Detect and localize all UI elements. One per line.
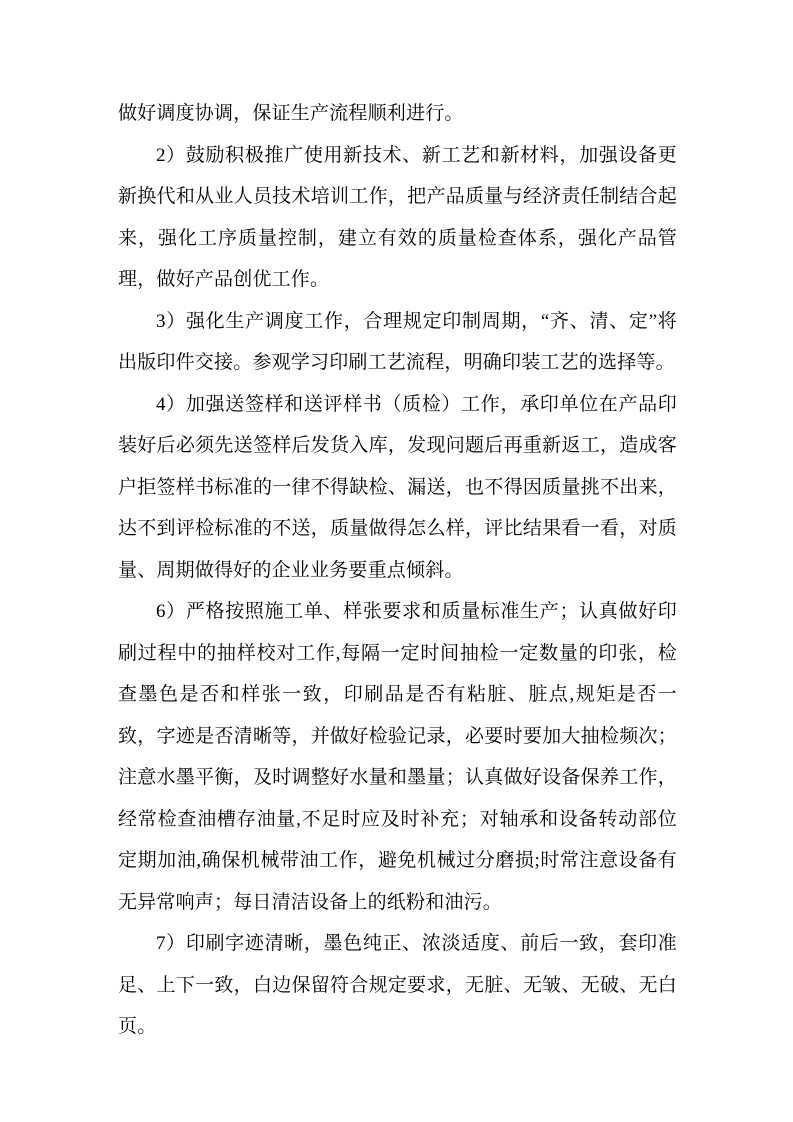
- paragraph: 3）强化生产调度工作，合理规定印制周期，“齐、清、定”将出版印件交接。参观学习印刷工艺流程，明确印装工艺的选择等。: [118, 310, 677, 373]
- document-body: [118, 93, 677, 1048]
- paragraph: 做好调度协调，保证生产流程顺利进行。: [118, 103, 464, 124]
- paragraph: 2）鼓励积极推广使用新技术、新工艺和新材料，加强设备更新换代和从业人员技术培训工作，把产品质量与经济责任制结合起来，强化工序质量控制，建立有效的质量检查体系，强化产品管理，做好产品创优工作。: [118, 144, 677, 290]
- paragraph: 7）印刷字迹清晰，墨色纯正、浓淡适度、前后一致，套印准足、上下一致，白边保留符合规定要求，无脏、无皱、无破、无白页。: [118, 933, 677, 1037]
- paragraph: 6）严格按照施工单、样张要求和质量标准生产；认真做好印刷过程中的抽样校对工作,每隔一定时间抽检一定数量的印张，检查墨色是否和样张一致，印刷品是否有粘脏、脏点,规矩是否一致，字迹是否清晰等，并做好检验记录，必要时要加大抽检频次；注意水墨平衡，及时调整好水量和墨量；认真做好设备保养工作，经常检查油槽存油量,不足时应及时补充；对轴承和设备转动部位定期加油,确保机械带油工作，避免机械过分磨损;时常注意设备有无异常响声；每日清洁设备上的纸粉和油污。: [118, 601, 677, 913]
- paragraph: 4）加强送签样和送评样书（质检）工作，承印单位在产品印装好后必须先送签样后发货入库，发现问题后再重新返工，造成客户拒签样书标准的一律不得缺检、漏送，也不得因质量挑不出来，达不到评检标准的不送，质量做得怎么样，评比结果看一看，对质量、周期做得好的企业业务要重点倾斜。: [118, 393, 677, 581]
